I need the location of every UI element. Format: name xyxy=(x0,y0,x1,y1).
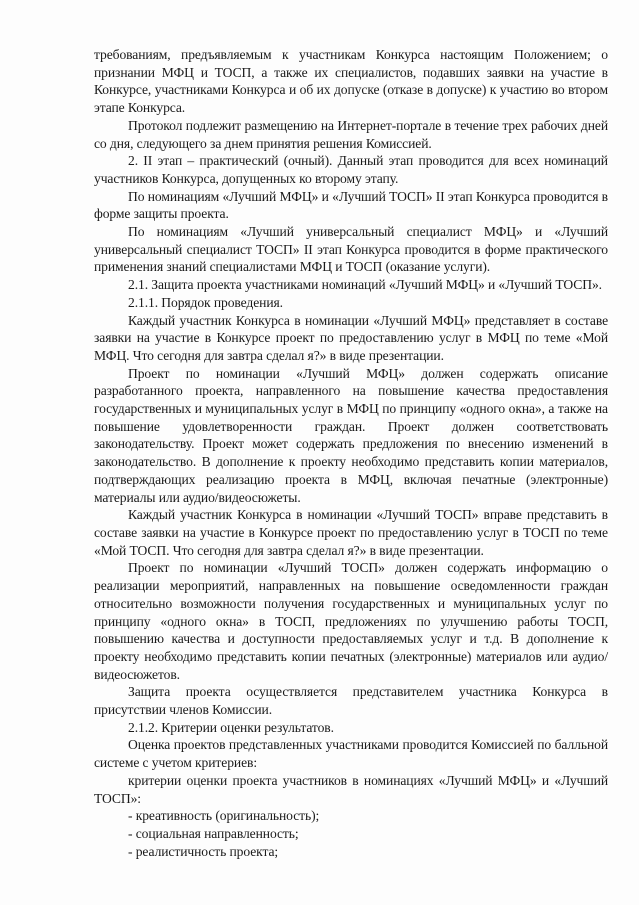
paragraph: Проект по номинации «Лучший МФЦ» должен содержать описание разработанного проекта, направленного на повышение качества предоставления государственных и муниципальных услуг в МФЦ по принципу «одного окна», а также на повышение удовлетворенности граждан. Проект должен соответствовать законодательству. Проект может содержать предложения по внесению изменений в законодательство. В дополнение к проекту необходимо представить копии материалов, подтверждающих реализацию проекта в МФЦ, включая печатные (электронные) материалы или аудио/видеосюжеты. xyxy=(94,365,608,505)
section-heading: 2.1. Защита проекта участниками номинаций «Лучший МФЦ» и «Лучший ТОСП». xyxy=(128,277,602,293)
criteria-list-item: - реалистичность проекта; xyxy=(128,843,279,859)
criteria-list-item: - социальная направленность; xyxy=(128,825,299,841)
paragraph: 2. II этап – практический (очный). Данный этап проводится для всех номинаций участников Конкурса, допущенных ко второму этапу. xyxy=(94,153,608,186)
paragraph: По номинациям «Лучший МФЦ» и «Лучший ТОСП» II этап Конкурса проводится в форме защиты проекта. xyxy=(94,188,608,222)
paragraph: Каждый участник Конкурса в номинации «Лучший МФЦ» представляет в составе заявки на участие в Конкурсе проект по предоставлению услуг в МФЦ по теме «Мой МФЦ. Что сегодня для завтра сделал я?» в виде презентации. xyxy=(94,312,608,363)
paragraph: Каждый участник Конкурса в номинации «Лучший ТОСП» вправе представить в составе заявки на участие в Конкурсе проект по предоставлению услуг в ТОСП по теме «Мой ТОСП. Что сегодня для завтра сделал я?» в виде презентации. xyxy=(94,507,608,558)
subsection-heading: 2.1.2. Критерии оценки результатов. xyxy=(128,719,334,735)
paragraph: Защита проекта осуществляется представителем участника Конкурса в присутствии членов Комиссии. xyxy=(94,684,608,718)
paragraph: Проект по номинации «Лучший ТОСП» должен содержать информацию о реализации мероприятий, направленных на повышение осведомленности граждан относительно возможности получения государственных и муниципальных услуг по принципу «одного окна» в ТОСП, предложениях по улучшению работы ТОСП, повышению качества и доступности предоставляемых услуг и т.д. В дополнение к проекту необходимо представить копии печатных (электронные) материалов или аудио/видеосюжетов. xyxy=(94,560,608,682)
paragraph: требованиям, предъявляемым к участникам Конкурса настоящим Положением; о признании МФЦ и ТОСП, а также их специалистов, подавших заявки на участие в Конкурсе, участниками Конкурса и об их допуске (отказе в допуске) к участию во втором этапе Конкурса. xyxy=(94,47,608,116)
criteria-list-item: - креативность (оригинальность); xyxy=(128,808,320,824)
subsection-heading: 2.1.1. Порядок проведения. xyxy=(128,294,283,310)
paragraph: Оценка проектов представленных участниками проводится Комиссией по балльной системе с учетом критериев: xyxy=(94,737,608,771)
paragraph: По номинациям «Лучший универсальный специалист МФЦ» и «Лучший универсальный специалист ТОСП» II этап Конкурса проводится в форме практического применения знаний специалистами МФЦ и ТОСП (оказание услуги). xyxy=(94,224,608,275)
paragraph: Протокол подлежит размещению на Интернет-портале в течение трех рабочих дней со дня, следующего за днем принятия решения Комиссией. xyxy=(94,117,608,151)
document-body xyxy=(94,46,608,860)
paragraph: критерии оценки проекта участников в номинациях «Лучший МФЦ» и «Лучший ТОСП»: xyxy=(94,772,608,806)
